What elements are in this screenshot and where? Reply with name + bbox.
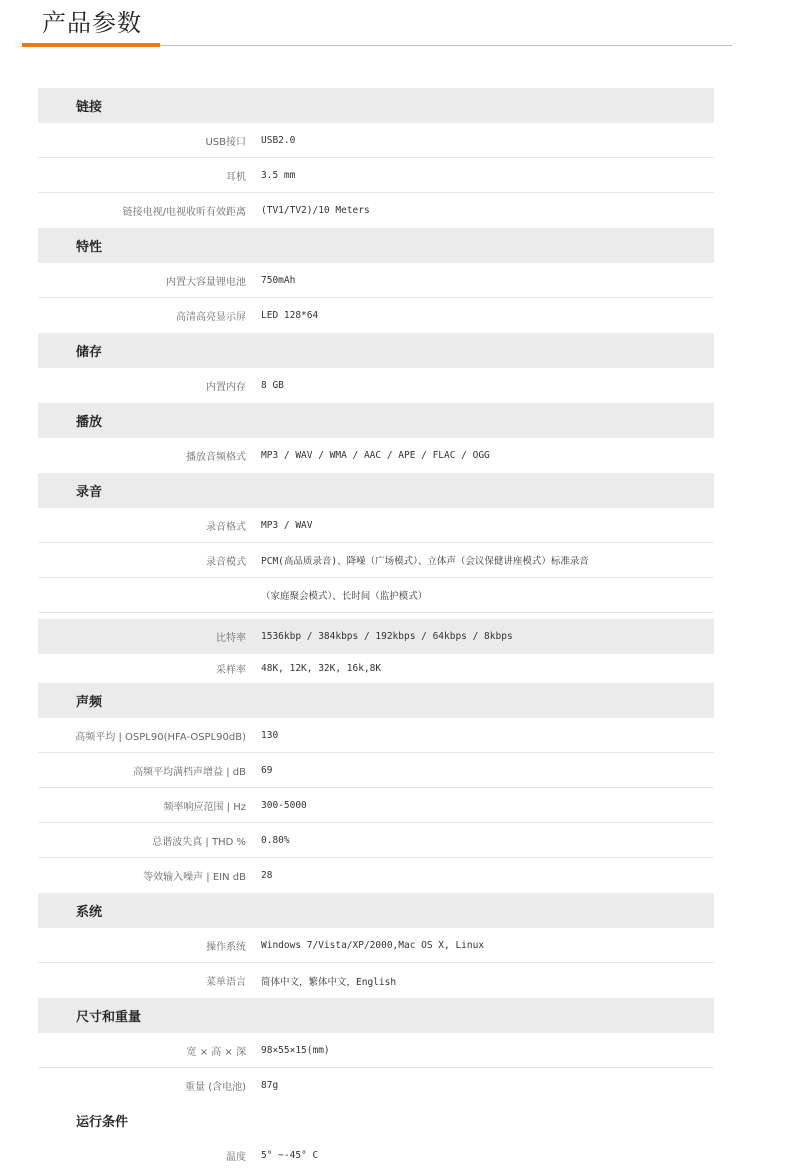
spec-value: 1536kbp / 384kbps / 192kbps / 64kbps / 8kbps <box>261 631 513 642</box>
spec-label: 温度 <box>226 1152 246 1163</box>
spec-label: 比特率 <box>216 633 246 644</box>
spec-label: USB接口 <box>205 136 246 148</box>
spec-row <box>38 298 714 333</box>
spec-value: (TV1/TV2)/10 Meters <box>261 205 370 216</box>
spec-label: 内置大容量锂电池 <box>166 276 246 288</box>
spec-label: 内置内存 <box>206 382 246 393</box>
spec-value: MP3 / WAV / WMA / AAC / APE / FLAC / OGG <box>261 450 490 461</box>
spec-value: 0.80% <box>261 834 290 846</box>
section-header-recording: 录音 <box>38 473 714 508</box>
spec-value: 48K, 12K, 32K, 16k,8K <box>261 663 382 674</box>
spec-row <box>38 368 714 403</box>
spec-label: 耳机 <box>226 171 246 183</box>
spec-value: 8 GB <box>261 380 284 391</box>
spec-table <box>38 88 714 1173</box>
spec-label: 高频平均满档声增益 | dB <box>133 766 246 778</box>
spec-row <box>38 858 714 893</box>
spec-label: 链接电视/电视收听有效距离 <box>122 207 246 218</box>
spec-value: MP3 / WAV <box>261 519 313 531</box>
spec-value: LED 128*64 <box>261 310 319 321</box>
spec-row <box>38 263 714 298</box>
spec-row <box>38 1138 714 1173</box>
spec-label: 播放音频格式 <box>186 452 246 463</box>
spec-value: 28 <box>261 870 273 881</box>
spec-label: 等效输入噪声 | EIN dB <box>143 872 246 883</box>
spec-value: 3.5 mm <box>261 169 296 181</box>
section-header-dimensions: 尺寸和重量 <box>38 998 714 1033</box>
spec-value: PCM(高品质录音)、降噪（广场模式）、立体声（会议保健讲座模式）标准录音 <box>261 556 589 567</box>
header-accent-bar <box>22 43 160 47</box>
spec-row <box>38 508 714 543</box>
spec-row <box>38 963 714 998</box>
spec-row <box>38 158 714 193</box>
spec-row <box>38 823 714 858</box>
page-title: 产品参数 <box>42 9 142 37</box>
spec-value: 130 <box>261 729 279 741</box>
spec-label: 高频平均 | OSPL90(HFA-OSPL90dB) <box>75 731 246 743</box>
spec-row <box>38 788 714 823</box>
spec-label: 录音模式 <box>206 556 246 568</box>
spec-value: 300-5000 <box>261 799 307 811</box>
spec-label: 操作系统 <box>206 941 246 953</box>
spec-value: 98×55×15(mm) <box>261 1044 330 1056</box>
spec-row <box>38 123 714 158</box>
spec-row <box>38 543 714 578</box>
spec-row <box>38 1033 714 1068</box>
spec-label: 重量 (含电池) <box>185 1082 246 1093</box>
section-header-features: 特性 <box>38 228 714 263</box>
spec-label: 菜单语言 <box>206 977 246 988</box>
spec-value: 简体中文，繁体中文，English <box>261 976 397 988</box>
spec-value: 69 <box>261 764 273 776</box>
spec-label: 宽 × 高 × 深 <box>186 1046 246 1058</box>
spec-value: 5° ~-45° C <box>261 1150 319 1161</box>
section-header-audio: 声频 <box>38 683 714 718</box>
spec-label: 高清高亮显示屏 <box>176 312 246 323</box>
spec-row-continuation <box>38 578 714 613</box>
spec-row <box>38 753 714 788</box>
spec-row <box>38 928 714 963</box>
section-header-operating-conditions: 运行条件 <box>76 1115 129 1130</box>
section-header-playback: 播放 <box>38 403 714 438</box>
page-header <box>22 0 732 48</box>
section-header-connection: 链接 <box>38 88 714 123</box>
section-header-system: 系统 <box>38 893 714 928</box>
spec-row <box>38 1068 714 1103</box>
section-header-storage: 储存 <box>38 333 714 368</box>
spec-value: 750mAh <box>261 274 296 286</box>
spec-row <box>38 654 714 683</box>
spec-value: （家庭聚会模式）、长时间（监护模式） <box>261 591 428 602</box>
spec-row <box>38 619 714 654</box>
spec-value: Windows 7/Vista/XP/2000,Mac OS X, Linux <box>261 939 485 951</box>
spec-label: 总谐波失真 | THD % <box>152 836 246 848</box>
spec-label: 频率响应范围 | Hz <box>163 801 246 813</box>
spec-row <box>38 438 714 473</box>
spec-value: 87g <box>261 1080 279 1091</box>
spec-row <box>38 193 714 228</box>
spec-label: 采样率 <box>216 665 246 676</box>
spec-label: 录音格式 <box>206 521 246 533</box>
spec-row <box>38 718 714 753</box>
spec-value: USB2.0 <box>261 134 296 146</box>
